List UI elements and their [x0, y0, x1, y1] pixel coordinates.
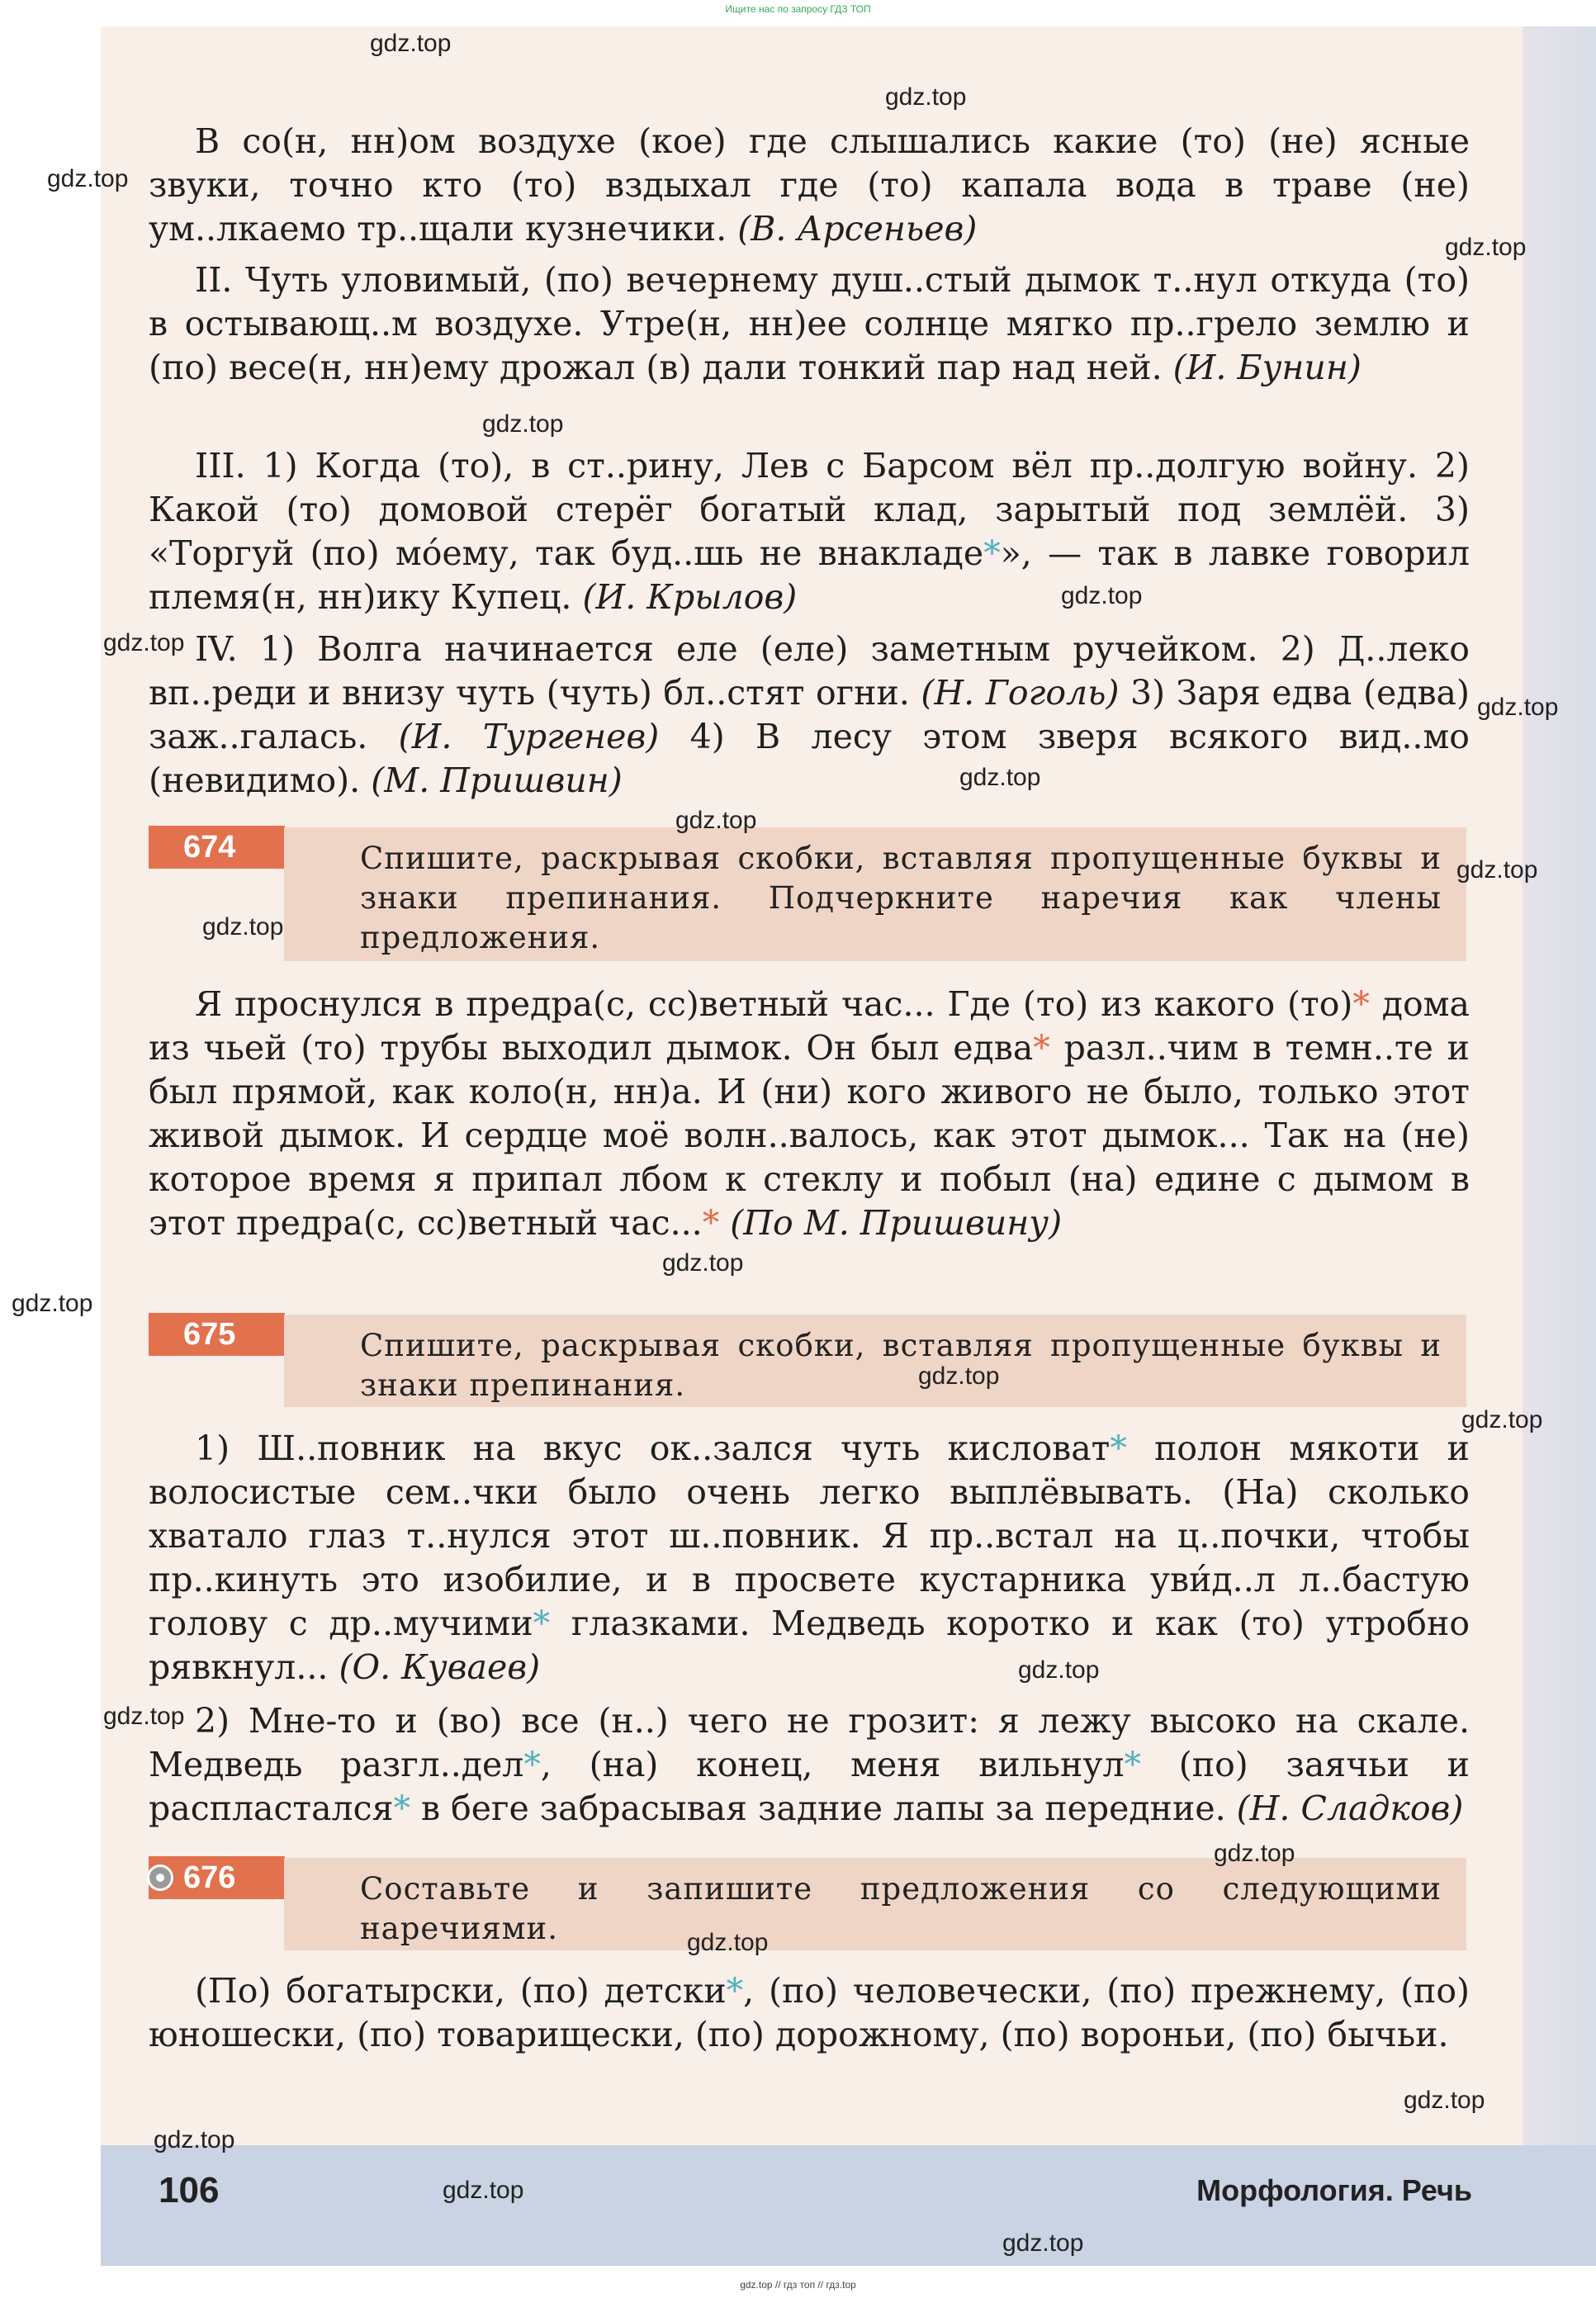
watermark: gdz.top — [202, 913, 284, 941]
author-citation: (И. Крылов) — [582, 577, 798, 617]
watermark: gdz.top — [12, 1290, 93, 1317]
author-citation: (И. Тургенев) — [398, 717, 660, 756]
task-instruction-text: Спишите, раскрывая скобки, вставляя пропущенные буквы и знаки препинания. Подчеркните наречия как члены предложения. — [360, 841, 1442, 955]
task-instruction-text: Составьте и запишите предложения со следующими наречиями. — [360, 1871, 1442, 1946]
watermark: gdz.top — [687, 1929, 769, 1956]
watermark: gdz.top — [1456, 856, 1538, 884]
exercise-text: , (по) человечески, (по) прежнему, (по) юношески, (по) товарищески, (по) дорожному, (по) вороньи, (по) бычьи. — [149, 1971, 1470, 2054]
watermark: gdz.top — [1061, 582, 1143, 609]
exercise-676-text — [149, 1969, 1470, 2057]
watermark: gdz.top — [1214, 1840, 1295, 1867]
paragraph-2 — [149, 258, 1470, 390]
exercise-text: Я проснулся в предра(с, сс)ветный час... Где (то) из какого (то) — [195, 984, 1353, 1024]
watermark: gdz.top — [103, 1703, 185, 1730]
exercise-675-sentence-1 — [149, 1427, 1470, 1689]
top-banner-text: Ищите нас по запросу ГДЗ ТОП — [725, 3, 871, 15]
paragraph-text: В со(н, нн)ом воздухе (кое) где слышались какие (то) (не) ясные звуки, точно кто (то) вздыхал где (то) капала вода в траве (не) ум..лкаемо тр..щали кузнечики. — [149, 121, 1470, 249]
star-icon: * — [983, 533, 1001, 573]
section-title: Морфология. Речь — [1196, 2173, 1472, 2207]
exercise-text: в беге забрасывая задние лапы за передние. — [410, 1789, 1226, 1828]
watermark: gdz.top — [1002, 2229, 1084, 2257]
watermark: gdz.top — [662, 1249, 744, 1277]
watermark: gdz.top — [675, 807, 757, 834]
star-icon: * — [1110, 1429, 1127, 1468]
watermark: gdz.top — [443, 2177, 524, 2204]
exercise-675-sentence-2 — [149, 1699, 1470, 1831]
watermark: gdz.top — [1018, 1656, 1100, 1684]
star-icon: * — [523, 1745, 541, 1784]
bottom-banner-text: gdz.top // гдз топ // гдз.top — [740, 2279, 856, 2291]
watermark: gdz.top — [1445, 234, 1527, 261]
task-number-badge: 674 — [149, 826, 285, 869]
author-citation: (Н. Гоголь) — [921, 673, 1120, 713]
watermark: gdz.top — [47, 165, 129, 192]
star-icon: * — [533, 1604, 551, 1643]
exercise-text: , (на) конец, меня вильнул — [540, 1745, 1125, 1784]
star-icon: * — [726, 1971, 744, 2011]
watermark: gdz.top — [885, 83, 967, 111]
task-number-badge: 676 — [149, 1856, 285, 1899]
task-instruction-text: Спишите, раскрывая скобки, вставляя пропущенные буквы и знаки препинания. — [360, 1328, 1442, 1403]
paragraph-text: IV. 1) Волга начинается еле (еле) заметным ручейком. 2) Д..леко вп..реди и внизу чуть (чуть) бл..стят огни. — [149, 629, 1470, 713]
star-icon: * — [1352, 984, 1370, 1024]
paragraph-text: », — так в лавке говорил племя(н, нн)ику Купец. — [149, 533, 1470, 617]
paragraph-text: II. Чуть уловимый, (по) вечернему душ..стый дымок т..нул откуда (то) в остывающ..м воздухе. Утре(н, нн)ее солнце мягко пр..грело землю и (по) весе(н, нн)ему дрожал (в) дали тонкий пар над ней. — [149, 260, 1470, 387]
paragraph-text: III. 1) Когда (то), в ст..рину, Лев с Барсом вёл пр..долгую войну. 2) Какой (то) домовой стерёг богатый клад, зарытый под землёй. 3) «Торгуй (по) мо́ему, так буд..шь не внакладе — [149, 446, 1470, 573]
author-citation: (О. Куваев) — [339, 1647, 541, 1687]
task-instruction-box — [284, 1315, 1466, 1407]
exercise-text: (по) заячьи и распластался — [149, 1745, 1470, 1828]
watermark: gdz.top — [370, 30, 452, 57]
exercise-text: полон мякоти и волосистые сем..чки было очень легко выплёвывать. (На) сколько хватало глаз т..нулся этот ш..повник. Я пр..встал на ц..почки, чтобы пр..кинуть это изобилие, и в просвете кустарника уви́д..л л..бастую голову с др..мучими — [149, 1429, 1470, 1643]
watermark: gdz.top — [1477, 694, 1559, 721]
watermark: gdz.top — [1404, 2087, 1485, 2114]
exercise-text: 2) Мне-то и (во) все (н..) чего не грозит: я лежу высоко на скале. Медведь разгл..дел — [149, 1701, 1470, 1784]
task-instruction-box — [284, 1858, 1466, 1950]
author-citation: (По М. Пришвину) — [730, 1203, 1063, 1243]
watermark: gdz.top — [103, 629, 185, 656]
paragraph-text: 4) В лесу этом зверя всякого вид..мо (невидимо). — [149, 717, 1470, 800]
star-icon: * — [1124, 1745, 1142, 1784]
exercise-text: (По) богатырски, (по) детски — [195, 1971, 727, 2011]
star-icon: * — [1033, 1028, 1050, 1068]
page-number: 106 — [159, 2170, 220, 2210]
exercise-text: дома из чьей (то) трубы выходил дымок. Он был едва — [149, 984, 1470, 1068]
paragraph-3 — [149, 444, 1470, 619]
exercise-text: разл..чим в темн..те и был прямой, как коло(н, нн)а. И (ни) кого живого не было, только этот живой дымок. И сердце моё волн..валось, как этот дымок... Так на (не) которое время я припал лбом к стеклу и побыл (на) едине с дымом в этот предра(с, сс)ветный час... — [149, 1028, 1470, 1243]
creative-task-icon — [147, 1864, 173, 1891]
star-icon: * — [393, 1789, 410, 1828]
watermark: gdz.top — [918, 1362, 1000, 1390]
watermark: gdz.top — [1461, 1406, 1543, 1433]
author-citation: (В. Арсеньев) — [737, 209, 978, 249]
exercise-text: глазками. Медведь коротко и как (то) утробно рявкнул... — [149, 1604, 1470, 1687]
watermark: gdz.top — [959, 764, 1041, 791]
star-icon: * — [702, 1203, 720, 1243]
watermark: gdz.top — [482, 410, 564, 438]
exercise-text: 1) Ш..повник на вкус ок..зался чуть кисловат — [195, 1429, 1111, 1468]
page-edge — [1523, 26, 1596, 2266]
paragraph-text: 3) Заря едва (едва) заж..галась. — [149, 673, 1470, 756]
author-citation: (М. Пришвин) — [371, 760, 623, 800]
task-number-badge: 675 — [149, 1313, 285, 1356]
paragraph-1 — [149, 120, 1470, 251]
exercise-674-text — [149, 983, 1470, 1245]
author-citation: (И. Бунин) — [1172, 348, 1362, 387]
author-citation: (Н. Сладков) — [1236, 1789, 1464, 1828]
paragraph-4 — [149, 628, 1470, 803]
watermark: gdz.top — [154, 2126, 235, 2153]
task-instruction-box — [284, 827, 1466, 961]
